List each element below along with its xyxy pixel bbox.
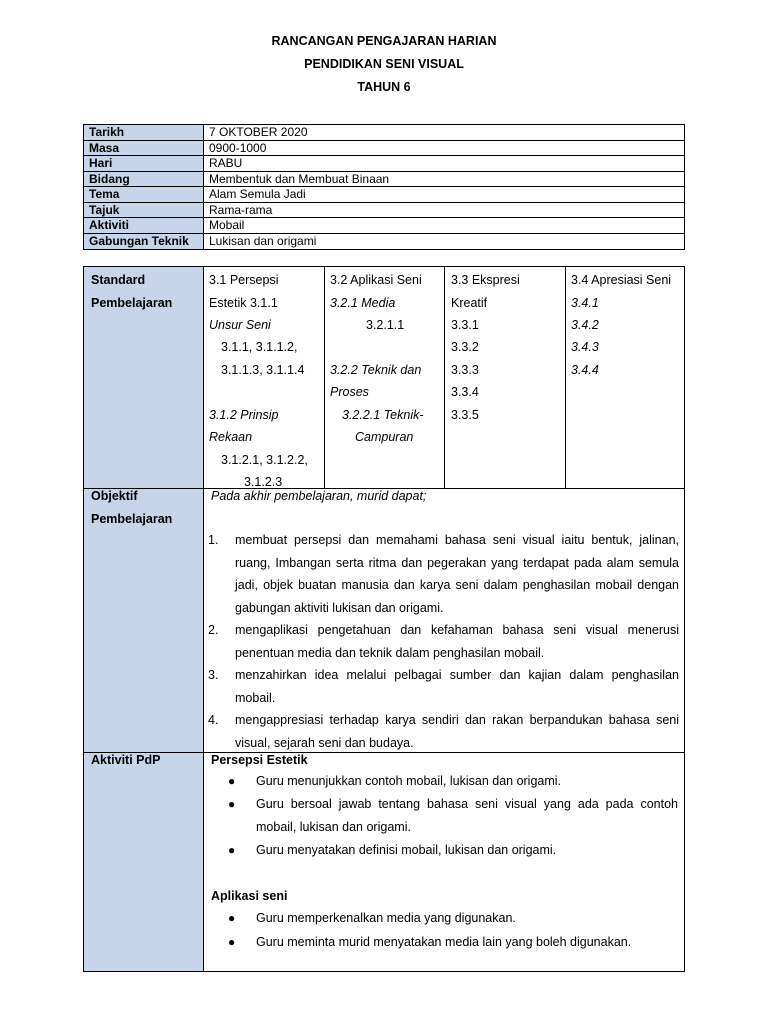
info-value: Alam Semula Jadi — [209, 187, 306, 201]
standard-col3-line: 3.3.4 — [451, 385, 479, 399]
objektif-label-2: Pembelajaran — [91, 512, 173, 526]
standard-col2-line: 3.2.2.1 Teknik- — [342, 408, 424, 422]
standard-col4-line: 3.4 Apresiasi Seni — [571, 273, 672, 287]
info-label: Tarikh — [84, 125, 204, 140]
info-row-bidang — [84, 172, 684, 188]
info-row-tajuk — [84, 203, 684, 219]
bullet-icon: ● — [228, 843, 236, 857]
aktiviti-bullet-text: Guru memperkenalkan media yang digunakan. — [256, 911, 516, 925]
info-value: RABU — [209, 156, 243, 170]
info-value: Lukisan dan origami — [209, 233, 317, 248]
standard-col4-line: 3.4.3 — [571, 340, 599, 354]
standard-col1-line: 3.1 Persepsi — [209, 273, 279, 287]
info-row-hari — [84, 156, 684, 172]
objektif-item-number: 4. — [208, 713, 219, 727]
objektif-item-text: mengaplikasi pengetahuan dan kefahaman bahasa seni visual menerusi penentuan media dan teknik dalam penghasilan mobail. — [235, 623, 679, 660]
aktiviti-bullet-text: Guru meminta murid menyatakan media lain yang boleh digunakan. — [256, 935, 632, 949]
info-value: Rama-rama — [209, 202, 273, 217]
doc-title: RANCANGAN PENGAJARAN HARIAN — [271, 34, 497, 48]
standard-col1-line: 3.1.2.1, 3.1.2.2, — [221, 453, 308, 467]
standard-col1-line: Rekaan — [209, 430, 253, 444]
info-label: Masa — [84, 141, 204, 156]
info-value: 7 OKTOBER 2020 — [209, 125, 308, 139]
standard-col1-line: 3.1.2 Prinsip — [209, 408, 279, 422]
bullet-icon: ● — [228, 935, 236, 949]
bullet-icon: ● — [228, 797, 236, 811]
bullet-icon: ● — [228, 774, 236, 788]
info-label: Tema — [84, 187, 204, 202]
info-label: Gabungan Teknik — [84, 234, 204, 250]
standard-col2-line: 3.2 Aplikasi Seni — [330, 273, 422, 287]
objektif-item-text: mengappresiasi terhadap karya sendiri dan rakan berpandukan bahasa seni visual, sejarah seni dan budaya. — [235, 713, 679, 750]
info-value: Membentuk dan Membuat Binaan — [209, 171, 390, 186]
standard-col2-line: Campuran — [355, 430, 414, 444]
standard-col2-line: 3.2.2 Teknik dan — [330, 363, 422, 377]
standard-col4-line: 3.4.4 — [571, 363, 599, 377]
doc-subject: PENDIDIKAN SENI VISUAL — [304, 57, 464, 71]
aktiviti-bullet-text: Guru menunjukkan contoh mobail, lukisan dan origami. — [256, 774, 562, 788]
info-table — [83, 124, 685, 250]
standard-col2-line: 3.2.1 Media — [330, 296, 396, 310]
standard-col3-line: 3.3.5 — [451, 408, 479, 422]
info-row-aktiviti — [84, 218, 684, 234]
standard-col4-line: 3.4.2 — [571, 318, 599, 332]
info-value: 0900-1000 — [209, 140, 267, 155]
info-label: Aktiviti — [84, 218, 204, 233]
bullet-icon: ● — [228, 911, 236, 925]
col-divider — [565, 267, 566, 489]
standard-col1-line: Unsur Seni — [209, 318, 271, 332]
standard-label-2: Pembelajaran — [91, 296, 173, 310]
objektif-item-number: 3. — [208, 668, 219, 682]
objektif-item-number: 2. — [208, 623, 219, 637]
standard-col3-line: 3.3.2 — [451, 340, 479, 354]
standard-col1-line: Estetik 3.1.1 — [209, 296, 278, 310]
standard-col3-line: 3.3.3 — [451, 363, 479, 377]
objektif-item-text: membuat persepsi dan memahami bahasa seni visual iaitu bentuk, jalinan, ruang, Imbangan serta ritma dan pegerakan yang terdapat pada alam semula jadi, objek buatan manusia dan karya seni dalam penghasilan mobail dengan gabungan aktiviti lukisan dan origami. — [235, 533, 679, 615]
objektif-item-text: menzahirkan idea melalui pelbagai sumber dan kajian dalam penghasilan mobail. — [235, 668, 679, 705]
standard-col2-line: 3.2.1.1 — [366, 318, 405, 332]
doc-year: TAHUN 6 — [357, 80, 411, 94]
label-column — [84, 267, 204, 971]
standard-col3-line: Kreatif — [451, 296, 488, 310]
info-row-tema — [84, 187, 684, 203]
info-row-tarikh — [84, 125, 684, 141]
section-title-aplikasi-seni: Aplikasi seni — [211, 889, 288, 903]
standard-col1-line: 3.1.1, 3.1.1.2, — [221, 340, 298, 354]
standard-col3-line: 3.3.1 — [451, 318, 479, 332]
aktiviti-bullet-text: Guru bersoal jawab tentang bahasa seni visual yang ada pada contoh mobail, lukisan dan origami. — [256, 797, 678, 834]
objektif-label: Objektif — [91, 489, 138, 503]
standard-col2-line: Proses — [330, 385, 369, 399]
info-label: Bidang — [84, 172, 204, 187]
standard-col1-line: 3.1.2.3 — [244, 475, 283, 489]
standard-col4-line: 3.4.1 — [571, 296, 599, 310]
info-label: Hari — [84, 156, 204, 171]
standard-label: Standard — [91, 273, 146, 287]
aktiviti-label: Aktiviti PdP — [91, 753, 161, 767]
info-label: Tajuk — [84, 203, 204, 218]
objektif-intro: Pada akhir pembelajaran, murid dapat; — [211, 489, 427, 503]
info-value: Mobail — [209, 218, 245, 232]
col-divider — [444, 267, 445, 489]
objektif-item-number: 1. — [208, 533, 219, 547]
section-title-persepsi-estetik: Persepsi Estetik — [211, 753, 308, 767]
info-row-gabungan-teknik — [84, 234, 684, 250]
lesson-table — [83, 266, 685, 972]
standard-col3-line: 3.3 Ekspresi — [451, 273, 520, 287]
info-row-masa — [84, 141, 684, 157]
aktiviti-bullet-text: Guru menyatakan definisi mobail, lukisan dan origami. — [256, 843, 557, 857]
col-divider — [324, 267, 325, 489]
standard-col1-line: 3.1.1.3, 3.1.1.4 — [221, 363, 305, 377]
